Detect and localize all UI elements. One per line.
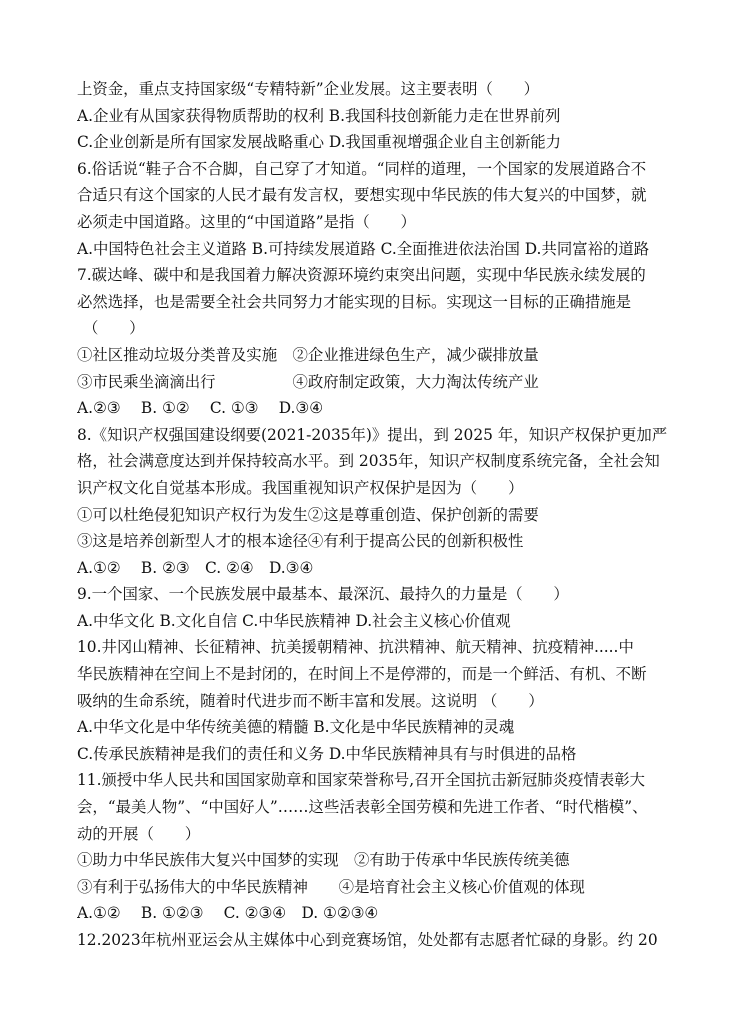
text-line: （ ）: [83, 319, 145, 338]
text-line: 必须走中国道路。这里的“中国道路”是指（ ）: [77, 212, 416, 231]
option-line: C.企业创新是所有国家发展战略重心 D.我国重视增强企业自主创新能力: [77, 133, 562, 152]
statement-line: ③市民乘坐滴滴出行 ④政府制定政策，大力淘汰传统产业: [77, 372, 539, 391]
option-line: C.传承民族精神是我们的责任和义务 D.中华民族精神具有与时俱进的品格: [77, 744, 577, 763]
text-line: 必然选择，也是需要全社会共同努力才能实现的目标。实现这一目标的正确措施是: [77, 292, 632, 311]
statement-line: ①助力中华民族伟大复兴中国梦的实现 ②有助于传承中华民族传统美德: [77, 851, 570, 870]
option-line: A.②③ B. ①② C. ①③ D.③④: [77, 399, 324, 418]
text-line: 动的开展（ ）: [77, 824, 201, 843]
question-line: 10.井冈山精神、长征精神、抗美援朝精神、抗洪精神、航天精神、抗疫精神.....中: [77, 638, 634, 657]
text-line: 合适只有这个国家的人民才最有发言权，要想实现中华民族的伟大复兴的中国梦，就: [77, 186, 647, 205]
question-line: 8.《知识产权强国建设纲要(2021-2035年)》提出，到 2025 年，知识产权保护更加严: [77, 425, 668, 444]
question-line: 9.一个国家、一个民族发展中最基本、最深沉、最持久的力量是（ ）: [77, 585, 569, 604]
option-line: A.①② B. ①②③ C. ②③④ D. ①②③④: [77, 904, 379, 923]
text-line: 上资金，重点支持国家级“专精特新”企业发展。这主要表明（ ）: [77, 80, 540, 98]
text-line: 华民族精神在空间上不是封闭的，在时间上不是停滞的，而是一个鲜活、有机、不断: [77, 665, 647, 684]
statement-line: ①社区推动垃圾分类普及实施 ②企业推进绿色生产，减少碳排放量: [77, 345, 539, 364]
option-line: A.中华文化 B.文化自信 C.中华民族精神 D.社会主义核心价值观: [77, 611, 511, 630]
text-line: 格，社会满意度达到并保持较高水平。到 2035年，知识产权制度系统完备，全社会知: [77, 452, 660, 471]
option-line: A.中华文化是中华传统美德的精髓 B.文化是中华民族精神的灵魂: [77, 718, 515, 737]
statement-line: ③这是培养创新型人才的根本途径④有利于提高公民的创新积极性: [77, 532, 524, 551]
option-line: A.①② B. ②③ C. ②④ D.③④: [77, 558, 314, 577]
question-line: 6.俗话说“鞋子合不合脚，自己穿了才知道。“同样的道理，一个国家的发展道路合不: [77, 159, 647, 178]
option-line: A.企业有从国家获得物质帮助的权利 B.我国科技创新能力走在世界前列: [77, 106, 561, 125]
text-line: 会，“最美人物”、“中国好人”……这些活表彰全国劳模和先进工作者、“时代楷模”、: [77, 798, 648, 817]
option-line: A.中国特色社会主义道路 B.可持续发展道路 C.全面推进依法治国 D.共同富裕的道路: [77, 239, 650, 258]
question-line: 12.2023年杭州亚运会从主媒体中心到竞赛场馆，处处都有志愿者忙碌的身影。约 20: [77, 931, 658, 949]
statement-line: ③有利于弘扬伟大的中华民族精神 ④是培育社会主义核心价值观的体现: [77, 877, 585, 896]
question-line: 7.碳达峰、碳中和是我国着力解决资源环境约束突出问题，实现中华民族永续发展的: [77, 266, 646, 285]
text-line: 识产权文化自觉基本形成。我国重视知识产权保护是因为（ ）: [77, 478, 524, 497]
statement-line: ①可以杜绝侵犯知识产权行为发生②这是尊重创造、保护创新的需要: [77, 505, 539, 524]
question-line: 11.颁授中华人民共和国国家勋章和国家荣誉称号,召开全国抗击新冠肺炎疫情表彰大: [77, 771, 646, 790]
text-line: 吸纳的生命系统，随着时代进步而不断丰富和发展。这说明 （ ）: [77, 691, 544, 710]
